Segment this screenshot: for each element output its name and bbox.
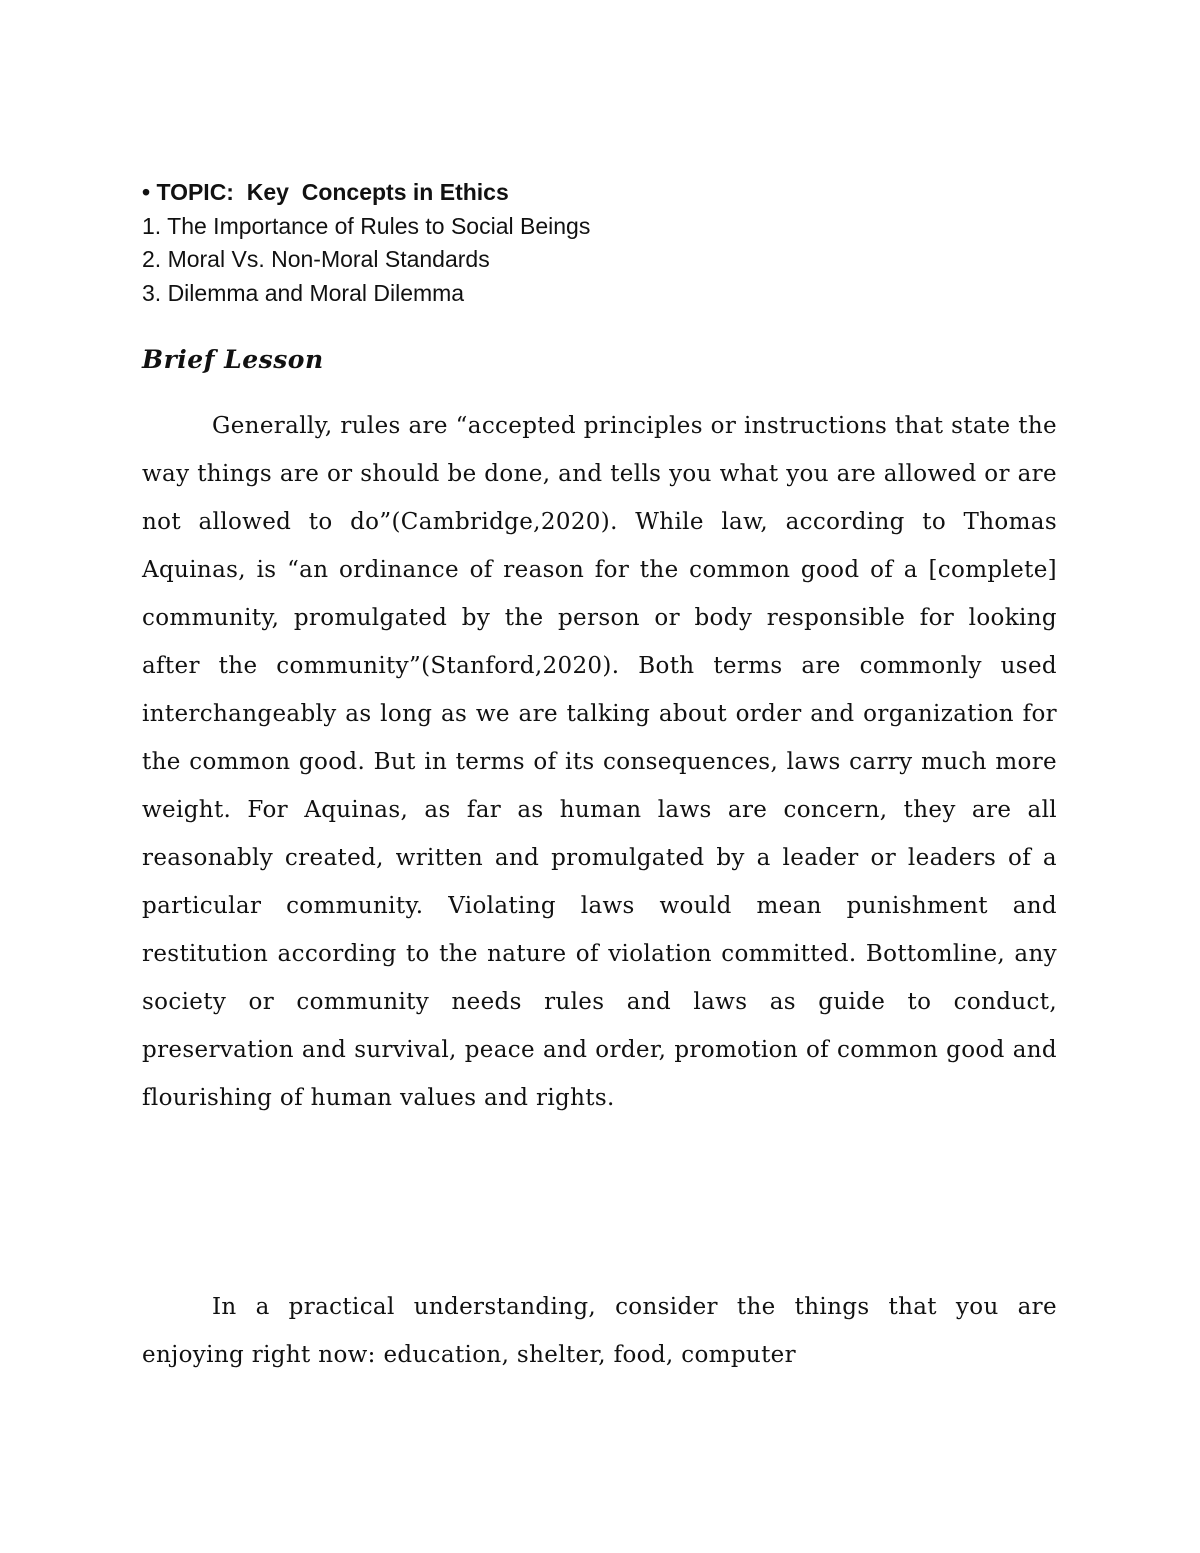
lesson-paragraph-2-text: In a practical understanding, consider the things that you are enjoying right now: education, shelter, food, computer xyxy=(142,1294,1057,1368)
topic-item-2: 2. Moral Vs. Non-Moral Standards xyxy=(142,246,490,272)
lesson-paragraph-1-text: Generally, rules are “accepted principles or instructions that state the way things are or should be done, and tells you what you are allowed or are not allowed to do”(Cambridge,2020). While law, according to Thomas Aquinas, is “an ordinance of reason for the common good of a [complete] community, promulgated by the person or body responsible for looking after the community”(Stanford,2020). Both terms are commonly used interchangeably as long as we are talking about order and organization for the common good. But in terms of its consequences, laws carry much more weight. For Aquinas, as far as human laws are concern, they are all reasonably created, written and promulgated by a leader or leaders of a particular community. Violating laws would mean punishment and restitution according to the nature of violation committed. Bottomline, any society or community needs rules and laws as guide to conduct, preservation and survival, peace and order, promotion of common good and flourishing of human values and rights. xyxy=(142,413,1057,1111)
lesson-paragraph-1 xyxy=(142,402,1057,1122)
topic-heading: • TOPIC: Key Concepts in Ethics xyxy=(142,179,509,205)
lesson-paragraph-2 xyxy=(142,1283,1057,1379)
section-title: Brief Lesson xyxy=(142,345,324,374)
topic-block xyxy=(142,176,1062,310)
topic-item-1: 1. The Importance of Rules to Social Beings xyxy=(142,212,591,239)
topic-item-3: 3. Dilemma and Moral Dilemma xyxy=(142,279,465,306)
